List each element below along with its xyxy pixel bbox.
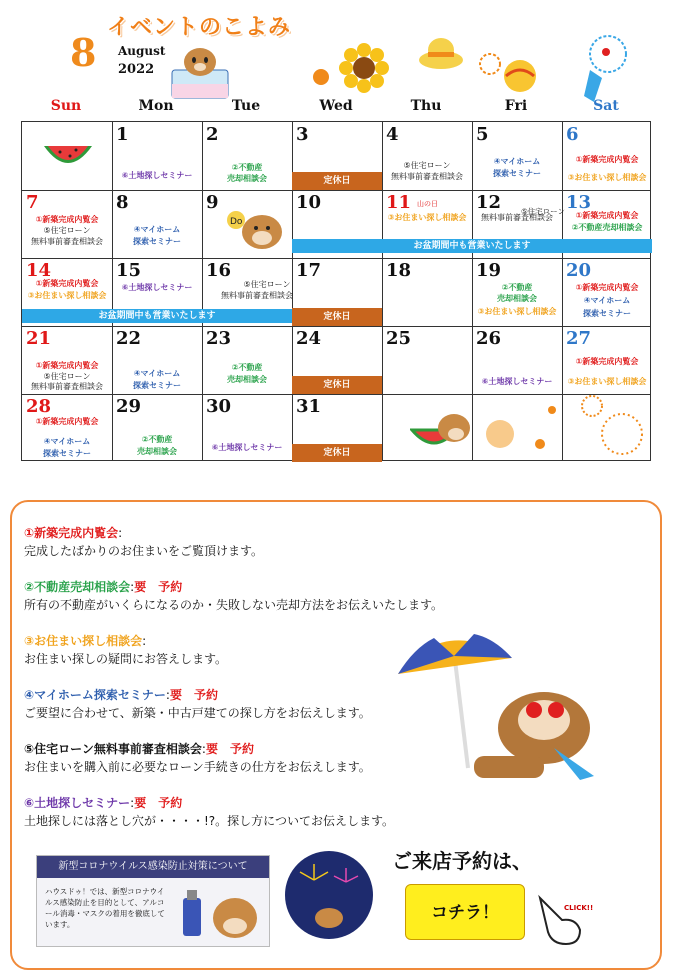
event-label: ③お住まい探し相談会 <box>387 213 467 222</box>
watermelon-icon <box>42 140 94 172</box>
calendar-day <box>202 122 292 190</box>
calendar-day <box>22 190 112 258</box>
day-number: 7 <box>26 192 39 213</box>
day-number: 2 <box>206 124 219 145</box>
day-number: 20 <box>566 260 592 281</box>
event-label: 探索セミナー <box>493 169 541 178</box>
legend-title <box>24 524 122 541</box>
legend-title-text: ④マイホーム探索セミナー <box>24 688 166 702</box>
event-label: ②不動産売却相談会 <box>571 223 643 232</box>
weekday-wed: Wed <box>319 98 353 114</box>
event-label: ⑥土地探しセミナー <box>211 443 283 452</box>
legend-description: お住まいを購入前に必要なローン手続きの仕方をお伝えします。 <box>24 760 371 774</box>
pointing-hand-icon <box>532 892 592 948</box>
reservation-button[interactable]: コチラ！ <box>405 884 525 940</box>
weekday-fri: Fri <box>504 98 528 114</box>
wind-chime-icon <box>572 34 632 106</box>
legend-title <box>24 632 146 649</box>
event-label: ⑤住宅ローン <box>43 372 91 381</box>
calendar-day <box>202 394 292 462</box>
watermelon-dog-illustration <box>410 410 474 456</box>
orange-dot-icon <box>312 68 330 86</box>
legend-title <box>24 794 182 811</box>
calendar-day <box>22 326 112 394</box>
event-label: 無料事前審査相談会 <box>31 237 103 246</box>
day-number: 4 <box>386 124 399 145</box>
event-label: ⑥土地探しセミナー <box>121 283 193 292</box>
weekday-sat: Sat <box>593 98 619 114</box>
event-label: ②不動産 <box>231 163 263 172</box>
legend-description: お住まい探しの疑問にお答えします。 <box>24 652 228 666</box>
event-label: ②不動産 <box>501 283 533 292</box>
weekday-sun: Sun <box>50 98 82 114</box>
legend-colon: : <box>201 742 206 756</box>
event-label: ④マイホーム <box>133 225 181 234</box>
calendar-grid <box>21 121 651 461</box>
day-number: 23 <box>206 328 232 349</box>
calendar-day <box>112 394 202 462</box>
event-label: 無料事前審査相談会 <box>391 172 463 181</box>
weekday-tue: Tue <box>231 98 261 114</box>
year: 2022 <box>118 62 155 77</box>
day-number: 26 <box>476 328 502 349</box>
calendar-day <box>382 258 472 326</box>
event-label: ②不動産 <box>141 435 173 444</box>
legend-colon: : <box>130 796 135 810</box>
event-label: 探索セミナー <box>583 309 631 318</box>
day-number: 30 <box>206 396 232 417</box>
dog-pool-illustration <box>170 40 230 102</box>
calendar-day <box>22 394 112 462</box>
reservation-required: 要 予約 <box>169 688 218 702</box>
event-label: ⑥土地探しセミナー <box>121 171 193 180</box>
calendar-day <box>472 122 562 190</box>
calendar-day <box>112 122 202 190</box>
holiday-label: 山の日 <box>417 200 438 208</box>
event-label: ⑤住宅ローン <box>403 161 451 170</box>
day-number: 28 <box>26 396 52 417</box>
day-number: 13 <box>566 192 592 213</box>
legend-description: 所有の不動産がいくらになるのか・失敗しない売却方法をお伝えいたします。 <box>24 598 444 612</box>
calendar-day <box>472 258 562 326</box>
closed-day-label: 定休日 <box>292 172 382 190</box>
event-label: ⑤住宅ローン <box>520 207 566 216</box>
day-number: 14 <box>26 260 52 281</box>
decor-circles <box>562 394 652 460</box>
beach-dog-illustration <box>394 628 610 806</box>
legend-title-text: ①新築完成内覧会 <box>24 526 119 540</box>
day-number: 3 <box>296 124 309 145</box>
event-label: ③お住まい探し相談会 <box>477 307 557 316</box>
dog-sign-text: Do <box>230 217 243 227</box>
day-number: 10 <box>296 192 322 213</box>
day-number: 6 <box>566 124 579 145</box>
weekday-thu: Thu <box>410 98 442 114</box>
event-label: 売却相談会 <box>497 294 537 303</box>
reservation-required: 要 予約 <box>134 580 183 594</box>
event-label: 探索セミナー <box>133 237 181 246</box>
calendar-day <box>292 122 382 190</box>
obon-open-banner: お盆期間中も営業いたします <box>22 309 292 323</box>
day-number: 21 <box>26 328 52 349</box>
event-label: ①新築完成内覧会 <box>35 361 99 370</box>
obon-open-banner: お盆期間中も営業いたします <box>292 239 652 253</box>
event-label: ⑤住宅ローン <box>243 280 291 289</box>
legend-title <box>24 686 218 703</box>
reservation-label: ご来店予約は、 <box>392 849 532 873</box>
day-number: 27 <box>566 328 592 349</box>
calendar-day <box>562 326 652 394</box>
day-number: 15 <box>116 260 142 281</box>
event-label: ⑥土地探しセミナー <box>481 377 553 386</box>
click-label: CLICK!! <box>564 904 594 912</box>
event-label: 売却相談会 <box>227 375 267 384</box>
event-label: ②不動産 <box>231 363 263 372</box>
day-number: 9 <box>206 192 219 213</box>
circle-outline-icon <box>478 52 502 76</box>
event-label: ④マイホーム <box>493 157 541 166</box>
day-number: 25 <box>386 328 412 349</box>
day-number: 11 <box>386 192 412 213</box>
day-number: 17 <box>296 260 322 281</box>
legend-description: ご要望に合わせて、新築・中古戸建ての探し方をお伝えします。 <box>24 706 371 720</box>
reservation-required: 要 予約 <box>205 742 254 756</box>
calendar-day <box>292 394 382 462</box>
legend-title-text: ②不動産売却相談会 <box>24 580 131 594</box>
day-number: 5 <box>476 124 489 145</box>
month-number: 8 <box>70 30 97 75</box>
weekday-mon: Mon <box>138 98 174 114</box>
closed-day-label: 定休日 <box>292 444 382 462</box>
event-label: ④マイホーム <box>43 437 91 446</box>
dog-sign-illustration <box>226 208 286 252</box>
legend-title <box>24 740 254 757</box>
calendar-day <box>562 258 652 326</box>
calendar-day <box>202 326 292 394</box>
day-number: 31 <box>296 396 322 417</box>
straw-hat-icon <box>418 32 464 72</box>
event-label: 売却相談会 <box>137 447 177 456</box>
reservation-required: 要 予約 <box>134 796 183 810</box>
day-number: 16 <box>206 260 232 281</box>
calendar-day <box>112 326 202 394</box>
day-number: 19 <box>476 260 502 281</box>
calendar-day <box>292 326 382 394</box>
event-label: 売却相談会 <box>227 174 267 183</box>
closed-day-label: 定休日 <box>292 308 382 326</box>
event-label: ④マイホーム <box>133 369 181 378</box>
event-label: ①新築完成内覧会 <box>35 417 99 426</box>
event-label: ①新築完成内覧会 <box>35 279 99 288</box>
day-number: 22 <box>116 328 142 349</box>
calendar-day <box>112 190 202 258</box>
event-label: ④マイホーム <box>583 296 631 305</box>
calendar-day <box>382 122 472 190</box>
legend-title-text: ③お住まい探し相談会 <box>24 634 143 648</box>
event-label: 無料事前審査相談会 <box>481 213 553 222</box>
yoyo-balloon-icon <box>500 54 540 94</box>
event-label: ③お住まい探し相談会 <box>567 377 647 386</box>
event-label: 無料事前審査相談会 <box>31 382 103 391</box>
day-number: 29 <box>116 396 142 417</box>
legend-title-text: ⑥土地探しセミナー <box>24 796 131 810</box>
sunflower-icon <box>338 42 390 94</box>
fireworks-illustration <box>284 850 374 940</box>
covid-heading: 新型コロナウイルス感染防止対策について <box>37 856 269 878</box>
closed-day-label: 定休日 <box>292 376 382 394</box>
event-label: 探索セミナー <box>133 381 181 390</box>
event-label: ①新築完成内覧会 <box>575 155 639 164</box>
covid-notice <box>36 855 270 947</box>
event-label: ⑤住宅ローン <box>43 226 91 235</box>
decor-dots <box>480 398 570 458</box>
legend-title <box>24 578 182 595</box>
sanitizer-dog-illustration <box>177 884 267 944</box>
legend-title-text: ⑤住宅ローン無料事前審査相談会 <box>24 742 202 756</box>
calendar-day <box>292 258 382 326</box>
legend-colon: : <box>142 634 147 648</box>
event-label: ①新築完成内覧会 <box>35 215 99 224</box>
event-label: ①新築完成内覧会 <box>575 211 639 220</box>
covid-text: ハウスドゥ！では、新型コロナウイルス感染防止を目的として、アルコール消毒・マスクの着用を徹底しています。 <box>45 887 165 929</box>
day-number: 24 <box>296 328 322 349</box>
event-label: ③お住まい探し相談会 <box>27 291 107 300</box>
page-title: イベントのこよみ <box>107 15 292 40</box>
event-label: ①新築完成内覧会 <box>575 283 639 292</box>
day-number: 1 <box>116 124 129 145</box>
legend-description: 完成したばかりのお住まいをご覧頂けます。 <box>24 544 264 558</box>
legend-colon: : <box>165 688 170 702</box>
day-number: 12 <box>476 192 502 213</box>
event-label: ③お住まい探し相談会 <box>567 173 647 182</box>
day-number: 8 <box>116 192 129 213</box>
legend-colon: : <box>118 526 123 540</box>
event-label: 探索セミナー <box>43 449 91 458</box>
event-label: 無料事前審査相談会 <box>221 291 293 300</box>
legend-description: 土地探しには落とし穴が・・・・!?。探し方についてお伝えします。 <box>24 814 394 828</box>
calendar-day <box>562 122 652 190</box>
day-number: 18 <box>386 260 412 281</box>
calendar-day <box>382 326 472 394</box>
event-label: ①新築完成内覧会 <box>575 357 639 366</box>
month-name: August <box>118 44 166 58</box>
calendar-day <box>472 326 562 394</box>
legend-colon: : <box>130 580 135 594</box>
